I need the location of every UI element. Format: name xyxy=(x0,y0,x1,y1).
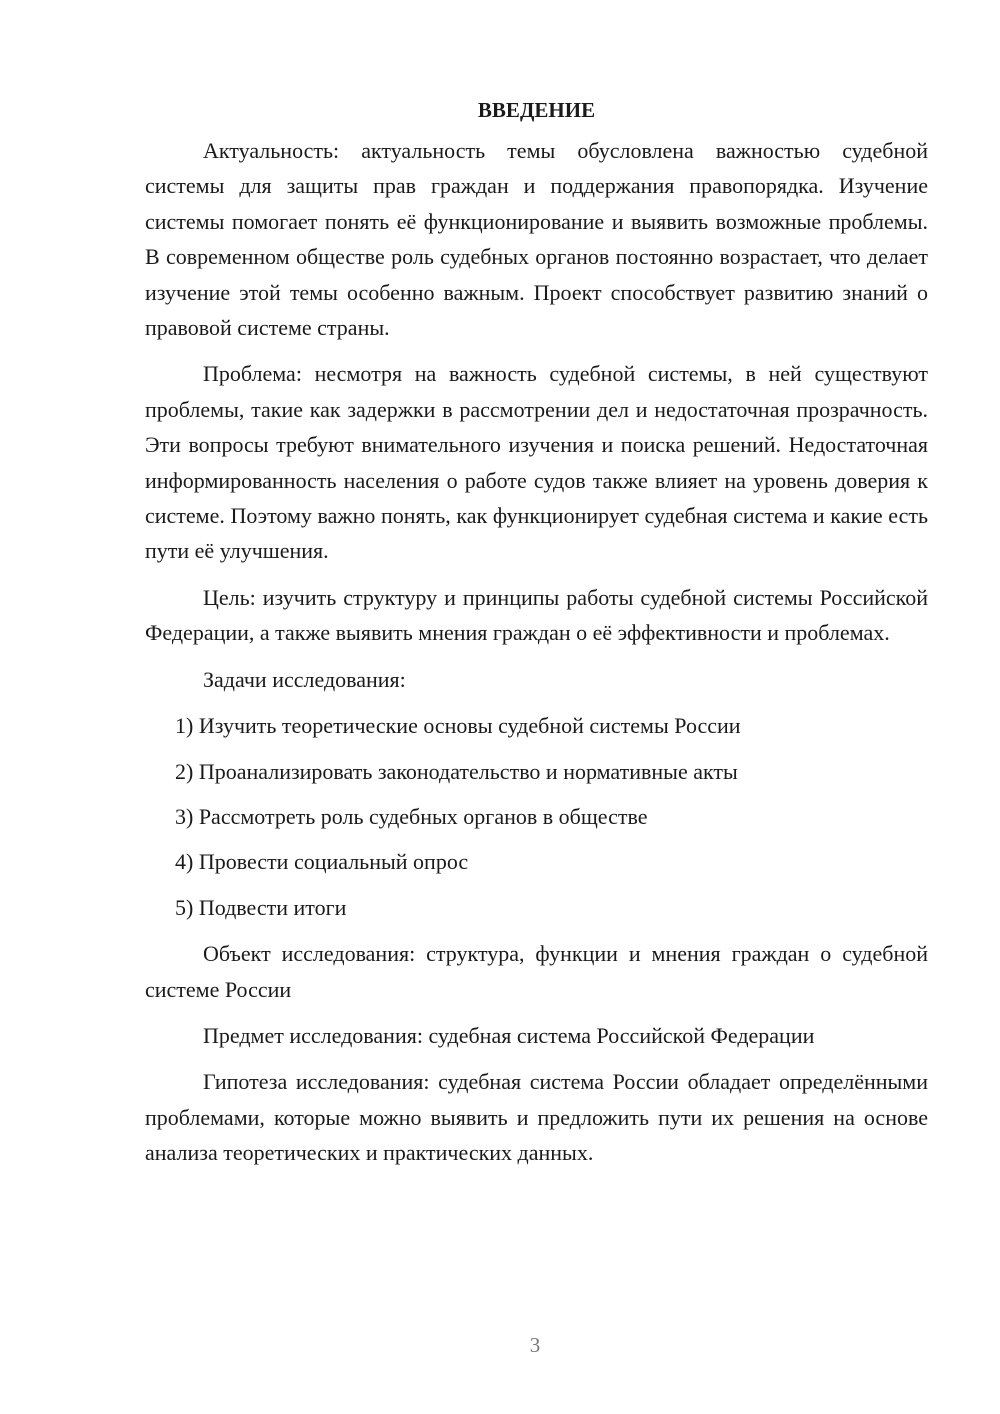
relevance-paragraph: Актуальность: актуальность темы обусловлена важностью судебной системы для защиты прав граждан и поддержания правопорядка. Изучение системы помогает понять её функционирование и выявить возможные проблемы. В современном обществе роль судебных органов постоянно возрастает, что делает изучение этой темы особенно важным. Проект способствует развитию знаний о правовой системе страны. xyxy=(145,138,928,341)
task-item-4: 4) Провести социальный опрос xyxy=(175,849,469,875)
object-paragraph: Объект исследования: структура, функции и мнения граждан о судебной системе России xyxy=(145,941,928,1002)
problem-paragraph: Проблема: несмотря на важность судебной системы, в ней существуют проблемы, такие как задержки в рассмотрении дел и недостаточная прозрачность. Эти вопросы требуют внимательного изучения и поиска решений. Недостаточная информированность населения о работе судов также влияет на уровень доверия к системе. Поэтому важно понять, как функционирует судебная система и какие есть пути её улучшения. xyxy=(145,361,928,564)
tasks-list xyxy=(145,708,928,925)
hypothesis-paragraph: Гипотеза исследования: судебная система России обладает определёнными проблемами, которые можно выявить и предложить пути их решения на основе анализа теоретических и практических данных. xyxy=(145,1069,928,1166)
goal-paragraph: Цель: изучить структуру и принципы работы судебной системы Российской Федерации, а также выявить мнения граждан о её эффективности и проблемах. xyxy=(145,584,928,646)
task-item-2: 2) Проанализировать законодательство и нормативные акты xyxy=(175,758,738,784)
document-page xyxy=(145,92,928,1182)
document-title: ВВЕДЕНИЕ xyxy=(477,98,596,122)
task-item-1: 1) Изучить теоретические основы судебной системы России xyxy=(175,713,741,739)
tasks-heading: Задачи исследования: xyxy=(203,666,406,692)
task-item-3: 3) Рассмотреть роль судебных органов в обществе xyxy=(175,803,648,829)
subject-paragraph: Предмет исследования: судебная система Российской Федерации xyxy=(203,1022,815,1048)
page-number: 3 xyxy=(529,1333,541,1357)
task-item-5: 5) Подвести итоги xyxy=(175,894,347,920)
